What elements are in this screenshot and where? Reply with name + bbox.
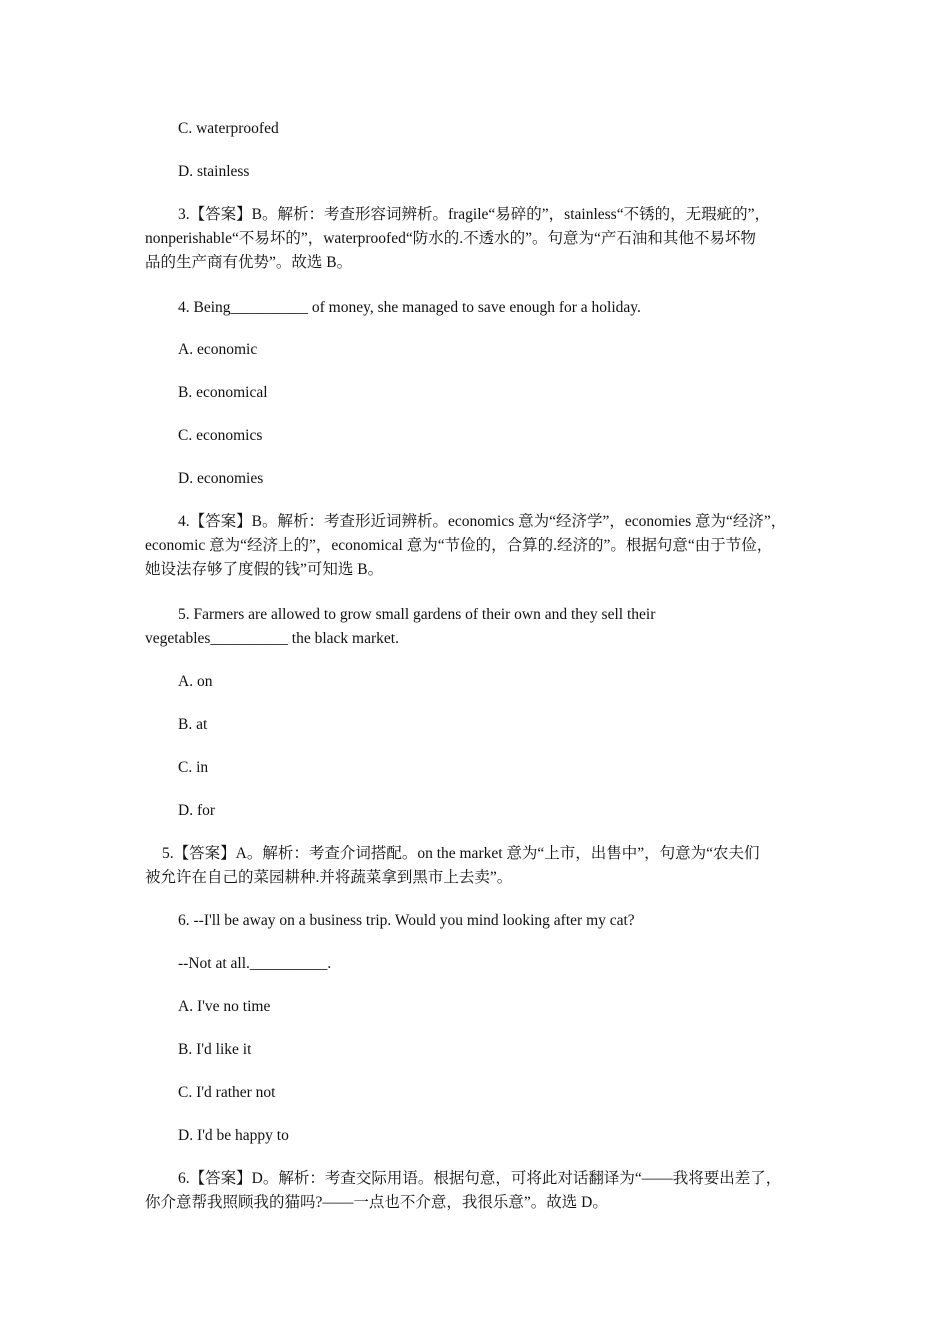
- q4-option-d: D. economies: [178, 470, 264, 487]
- q6-question-line-1: 6. --I'll be away on a business trip. Would you mind looking after my cat?: [178, 912, 635, 929]
- q3-answer-line-2: nonperishable“不易坏的”，waterproofed“防水的.不透水的”。句意为“产石油和其他不易坏物: [145, 230, 756, 247]
- q4-option-a: A. economic: [178, 341, 258, 358]
- q5-question-line-1: 5. Farmers are allowed to grow small gardens of their own and they sell their: [178, 606, 656, 623]
- q4-answer-line-2: economic 意为“经济上的”，economical 意为“节俭的，合算的.经济的”。根据句意“由于节俭，: [145, 537, 773, 554]
- q4-option-c: C. economics: [178, 427, 263, 444]
- q4-answer-line-1: 4.【答案】B。解析：考查形近词辨析。economics 意为“经济学”，economies 意为“经济”，: [178, 513, 787, 530]
- q5-option-c: C. in: [178, 759, 209, 776]
- q5-option-a: A. on: [178, 673, 213, 690]
- q6-answer-line-2: 你介意帮我照顾我的猫吗?——一点也不介意，我很乐意”。故选 D。: [145, 1194, 608, 1211]
- q4-question: 4. Being__________ of money, she managed to save enough for a holiday.: [178, 299, 641, 316]
- q6-option-d: D. I'd be happy to: [178, 1127, 289, 1144]
- q3-answer-line-1: 3.【答案】B。解析：考查形容词辨析。fragile“易碎的”，stainless“不锈的，无瑕疵的”，: [178, 206, 770, 223]
- q5-option-b: B. at: [178, 716, 208, 733]
- q4-answer-line-3: 她设法存够了度假的钱”可知选 B。: [145, 561, 384, 578]
- q6-question-line-2: --Not at all.__________.: [178, 955, 332, 972]
- q6-option-a: A. I've no time: [178, 998, 271, 1015]
- q3-option-d: D. stainless: [178, 163, 250, 180]
- q3-option-c: C. waterproofed: [178, 120, 279, 137]
- q5-answer-line-2: 被允许在自己的菜园耕种.并将蔬菜拿到黑市上去卖”。: [145, 869, 513, 886]
- q4-option-b: B. economical: [178, 384, 268, 401]
- q3-answer-line-3: 品的生产商有优势”。故选 B。: [145, 254, 353, 271]
- q5-answer-line-1: 5.【答案】A。解析：考查介词搭配。on the market 意为“上市，出售中”，句意为“农夫们: [162, 845, 760, 862]
- q5-question-line-2: vegetables__________ the black market.: [145, 630, 399, 647]
- q6-answer-line-1: 6.【答案】D。解析：考查交际用语。根据句意，可将此对话翻译为“——我将要出差了，: [178, 1170, 782, 1187]
- q5-option-d: D. for: [178, 802, 216, 819]
- q6-option-c: C. I'd rather not: [178, 1084, 276, 1101]
- q6-option-b: B. I'd like it: [178, 1041, 252, 1058]
